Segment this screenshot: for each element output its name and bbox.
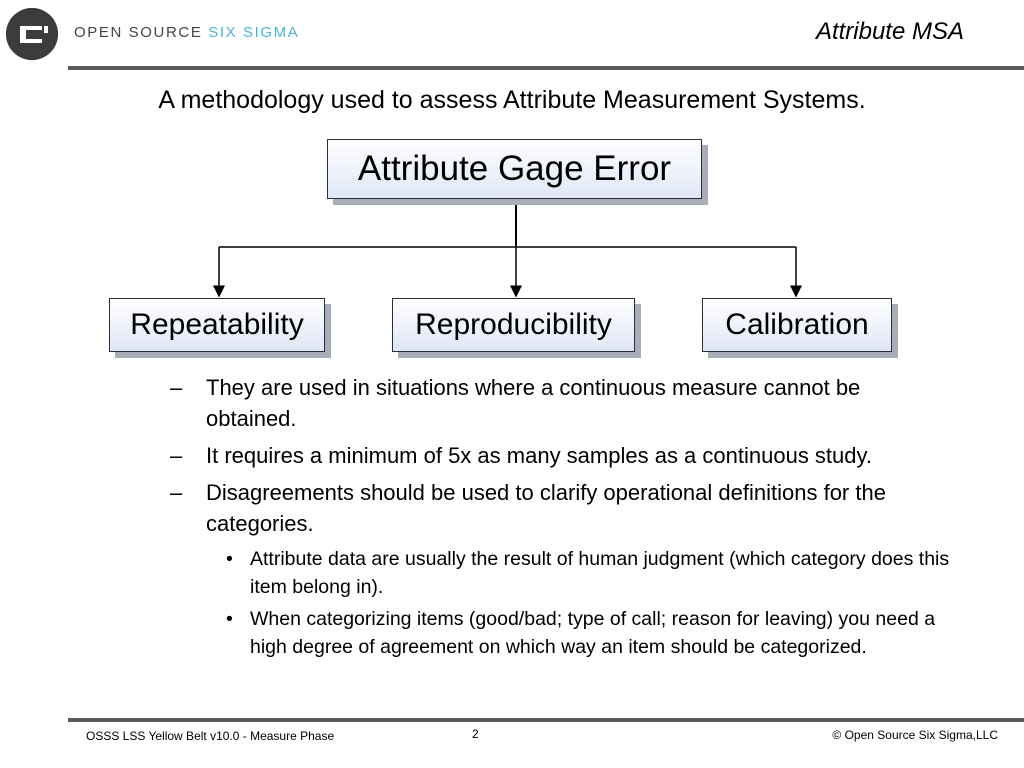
- list-item-text: Disagreements should be used to clarify operational definitions for the categories.: [206, 480, 886, 536]
- child-node-reproducibility: Reproducibility: [392, 298, 635, 352]
- hierarchy-diagram: [0, 135, 1024, 365]
- list-item: [170, 372, 950, 434]
- footer-course: OSSS LSS Yellow Belt v10.0 - Measure Phase: [86, 729, 335, 743]
- bullet-list: [170, 372, 950, 665]
- dash-bullet: –: [170, 375, 183, 400]
- list-item-text: It requires a minimum of 5x as many samples as a continuous study.: [206, 443, 872, 468]
- brand-name: [74, 24, 299, 41]
- brand-logo-icon: [6, 8, 58, 60]
- dot-bullet: •: [226, 608, 233, 630]
- header-divider: [68, 66, 1024, 70]
- footer-divider: [68, 718, 1024, 722]
- sub-list-item-text: Attribute data are usually the result of human judgment (which category does this item belong in).: [250, 548, 950, 598]
- list-item: [170, 440, 950, 471]
- footer-copyright: © Open Source Six Sigma,LLC: [832, 728, 998, 742]
- child-node-repeatability: Repeatability: [109, 298, 325, 352]
- sub-list-item: [214, 605, 950, 661]
- slide-title: Attribute MSA: [815, 18, 964, 45]
- dot-bullet: •: [226, 548, 233, 570]
- logo-mark-icon: [6, 8, 58, 60]
- brand-name-main: OPEN SOURCE: [74, 24, 209, 41]
- sub-list-item-text: When categorizing items (good/bad; type of call; reason for leaving) you need a high degree of agreement on which way an item should be categorized.: [250, 608, 936, 658]
- page-number: 2: [472, 727, 479, 741]
- list-item: [170, 477, 950, 539]
- sub-list-item: [214, 545, 950, 601]
- slide-subtitle: A methodology used to assess Attribute Measurement Systems.: [158, 86, 866, 114]
- dash-bullet: –: [170, 443, 183, 468]
- dash-bullet: –: [170, 480, 183, 505]
- child-node-calibration: Calibration: [702, 298, 892, 352]
- brand-name-accent: SIX SIGMA: [208, 24, 300, 41]
- list-item-text: They are used in situations where a continuous measure cannot be obtained.: [206, 375, 861, 431]
- root-node: Attribute Gage Error: [327, 139, 702, 199]
